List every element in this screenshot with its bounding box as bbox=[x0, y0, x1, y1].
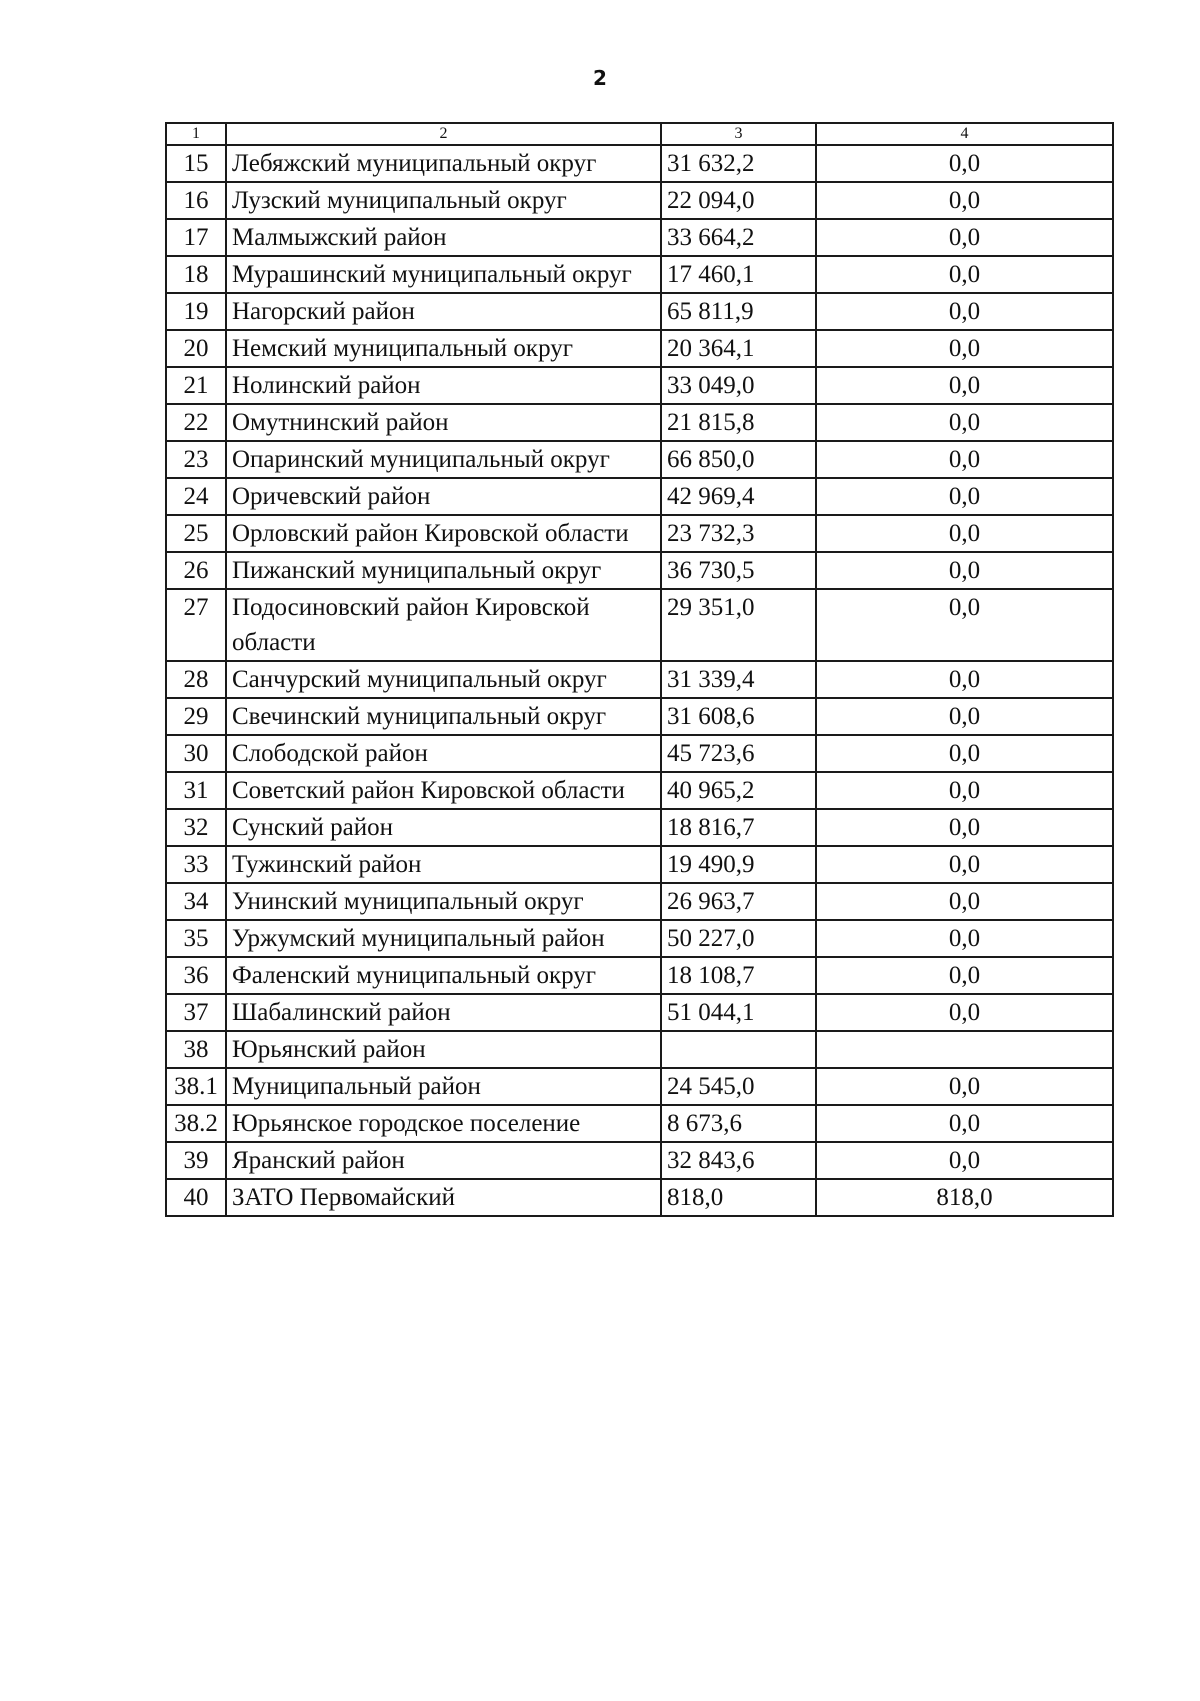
table-row bbox=[166, 1142, 1113, 1179]
column-header-1: 1 bbox=[166, 123, 226, 145]
budget-table bbox=[165, 122, 1114, 1217]
municipality-name-cell: Нолинский район bbox=[226, 367, 661, 404]
column-header-2: 2 bbox=[226, 123, 661, 145]
municipality-name-cell: Сунский район bbox=[226, 809, 661, 846]
table-row bbox=[166, 589, 1113, 661]
column-4-value-cell: 0,0 bbox=[816, 1068, 1113, 1105]
column-3-value-cell: 66 850,0 bbox=[661, 441, 816, 478]
municipality-name-cell: Слободской район bbox=[226, 735, 661, 772]
column-3-value-cell: 8 673,6 bbox=[661, 1105, 816, 1142]
municipality-name-cell: Санчурский муниципальный округ bbox=[226, 661, 661, 698]
column-3-value-cell: 50 227,0 bbox=[661, 920, 816, 957]
column-4-value-cell: 0,0 bbox=[816, 515, 1113, 552]
column-4-value-cell: 0,0 bbox=[816, 883, 1113, 920]
row-number-cell: 30 bbox=[166, 735, 226, 772]
row-number-cell: 20 bbox=[166, 330, 226, 367]
row-number-cell: 16 bbox=[166, 182, 226, 219]
column-3-value-cell: 31 632,2 bbox=[661, 145, 816, 182]
row-number-cell: 27 bbox=[166, 589, 226, 661]
column-4-value-cell: 0,0 bbox=[816, 330, 1113, 367]
table-row bbox=[166, 735, 1113, 772]
column-3-value-cell: 19 490,9 bbox=[661, 846, 816, 883]
column-3-value-cell: 18 816,7 bbox=[661, 809, 816, 846]
column-4-value-cell: 0,0 bbox=[816, 1142, 1113, 1179]
column-3-value-cell: 32 843,6 bbox=[661, 1142, 816, 1179]
column-number-row bbox=[166, 123, 1113, 145]
table-row bbox=[166, 846, 1113, 883]
column-header-3: 3 bbox=[661, 123, 816, 145]
row-number-cell: 15 bbox=[166, 145, 226, 182]
column-4-value-cell: 0,0 bbox=[816, 367, 1113, 404]
column-3-value-cell: 17 460,1 bbox=[661, 256, 816, 293]
municipality-name-cell: Советский район Кировской области bbox=[226, 772, 661, 809]
municipality-name-cell: Орловский район Кировской области bbox=[226, 515, 661, 552]
table-row bbox=[166, 772, 1113, 809]
column-3-value-cell: 31 608,6 bbox=[661, 698, 816, 735]
municipality-name-cell: Оричевский район bbox=[226, 478, 661, 515]
column-3-value-cell: 31 339,4 bbox=[661, 661, 816, 698]
row-number-cell: 38 bbox=[166, 1031, 226, 1068]
municipality-name-cell: Подосиновский район Кировской области bbox=[226, 589, 661, 661]
column-4-value-cell: 0,0 bbox=[816, 772, 1113, 809]
column-header-4: 4 bbox=[816, 123, 1113, 145]
municipality-name-cell: Немский муниципальный округ bbox=[226, 330, 661, 367]
table-row bbox=[166, 182, 1113, 219]
municipality-name-cell: Нагорский район bbox=[226, 293, 661, 330]
municipality-name-cell: Тужинский район bbox=[226, 846, 661, 883]
column-3-value-cell: 65 811,9 bbox=[661, 293, 816, 330]
municipality-name-cell: Фаленский муниципальный округ bbox=[226, 957, 661, 994]
column-3-value-cell: 26 963,7 bbox=[661, 883, 816, 920]
column-4-value-cell: 0,0 bbox=[816, 404, 1113, 441]
table-row bbox=[166, 920, 1113, 957]
row-number-cell: 33 bbox=[166, 846, 226, 883]
column-4-value-cell: 0,0 bbox=[816, 589, 1113, 661]
table-row bbox=[166, 330, 1113, 367]
row-number-cell: 19 bbox=[166, 293, 226, 330]
table-row bbox=[166, 1179, 1113, 1216]
row-number-cell: 22 bbox=[166, 404, 226, 441]
row-number-cell: 36 bbox=[166, 957, 226, 994]
table-row bbox=[166, 957, 1113, 994]
row-number-cell: 38.2 bbox=[166, 1105, 226, 1142]
column-4-value-cell: 0,0 bbox=[816, 293, 1113, 330]
row-number-cell: 40 bbox=[166, 1179, 226, 1216]
table-row bbox=[166, 1031, 1113, 1068]
row-number-cell: 17 bbox=[166, 219, 226, 256]
column-3-value-cell: 22 094,0 bbox=[661, 182, 816, 219]
column-3-value-cell: 21 815,8 bbox=[661, 404, 816, 441]
table-row bbox=[166, 404, 1113, 441]
column-4-value-cell: 0,0 bbox=[816, 1105, 1113, 1142]
table-row bbox=[166, 661, 1113, 698]
municipality-name-cell: Унинский муниципальный округ bbox=[226, 883, 661, 920]
row-number-cell: 34 bbox=[166, 883, 226, 920]
table-row bbox=[166, 367, 1113, 404]
municipality-name-cell: Мурашинский муниципальный округ bbox=[226, 256, 661, 293]
table-row bbox=[166, 515, 1113, 552]
municipality-name-cell: Пижанский муниципальный округ bbox=[226, 552, 661, 589]
row-number-cell: 39 bbox=[166, 1142, 226, 1179]
column-4-value-cell: 0,0 bbox=[816, 698, 1113, 735]
table-row bbox=[166, 145, 1113, 182]
column-4-value-cell: 0,0 bbox=[816, 920, 1113, 957]
column-4-value-cell: 818,0 bbox=[816, 1179, 1113, 1216]
column-3-value-cell: 23 732,3 bbox=[661, 515, 816, 552]
row-number-cell: 24 bbox=[166, 478, 226, 515]
column-4-value-cell: 0,0 bbox=[816, 182, 1113, 219]
column-4-value-cell: 0,0 bbox=[816, 256, 1113, 293]
column-4-value-cell: 0,0 bbox=[816, 552, 1113, 589]
municipality-name-cell: Омутнинский район bbox=[226, 404, 661, 441]
column-4-value-cell: 0,0 bbox=[816, 661, 1113, 698]
table-row bbox=[166, 441, 1113, 478]
column-3-value-cell: 51 044,1 bbox=[661, 994, 816, 1031]
table-row bbox=[166, 698, 1113, 735]
municipality-name-cell: Лузский муниципальный округ bbox=[226, 182, 661, 219]
table-row bbox=[166, 1068, 1113, 1105]
column-4-value-cell: 0,0 bbox=[816, 145, 1113, 182]
column-3-value-cell: 20 364,1 bbox=[661, 330, 816, 367]
municipality-name-cell: Юрьянское городское поселение bbox=[226, 1105, 661, 1142]
column-4-value-cell: 0,0 bbox=[816, 735, 1113, 772]
column-4-value-cell: 0,0 bbox=[816, 478, 1113, 515]
table-body bbox=[166, 145, 1113, 1216]
municipality-name-cell: Шабалинский район bbox=[226, 994, 661, 1031]
row-number-cell: 25 bbox=[166, 515, 226, 552]
column-3-value-cell: 29 351,0 bbox=[661, 589, 816, 661]
column-4-value-cell: 0,0 bbox=[816, 957, 1113, 994]
municipality-name-cell: Яранский район bbox=[226, 1142, 661, 1179]
table-row bbox=[166, 293, 1113, 330]
column-4-value-cell: 0,0 bbox=[816, 441, 1113, 478]
column-4-value-cell: 0,0 bbox=[816, 994, 1113, 1031]
column-3-value-cell: 42 969,4 bbox=[661, 478, 816, 515]
table-row bbox=[166, 219, 1113, 256]
column-3-value-cell bbox=[661, 1031, 816, 1068]
column-4-value-cell: 0,0 bbox=[816, 809, 1113, 846]
table-row bbox=[166, 809, 1113, 846]
table-row bbox=[166, 256, 1113, 293]
municipality-name-cell: Опаринский муниципальный округ bbox=[226, 441, 661, 478]
column-4-value-cell bbox=[816, 1031, 1113, 1068]
table-row bbox=[166, 994, 1113, 1031]
municipality-name-cell: Юрьянский район bbox=[226, 1031, 661, 1068]
column-3-value-cell: 33 664,2 bbox=[661, 219, 816, 256]
column-4-value-cell: 0,0 bbox=[816, 219, 1113, 256]
table-row bbox=[166, 478, 1113, 515]
table-row bbox=[166, 552, 1113, 589]
row-number-cell: 31 bbox=[166, 772, 226, 809]
row-number-cell: 23 bbox=[166, 441, 226, 478]
row-number-cell: 37 bbox=[166, 994, 226, 1031]
column-3-value-cell: 24 545,0 bbox=[661, 1068, 816, 1105]
column-3-value-cell: 18 108,7 bbox=[661, 957, 816, 994]
municipality-name-cell: Муниципальный район bbox=[226, 1068, 661, 1105]
row-number-cell: 28 bbox=[166, 661, 226, 698]
municipality-name-cell: Свечинский муниципальный округ bbox=[226, 698, 661, 735]
table-row bbox=[166, 883, 1113, 920]
page-number: 2 bbox=[593, 66, 607, 90]
row-number-cell: 32 bbox=[166, 809, 226, 846]
row-number-cell: 38.1 bbox=[166, 1068, 226, 1105]
column-3-value-cell: 45 723,6 bbox=[661, 735, 816, 772]
row-number-cell: 26 bbox=[166, 552, 226, 589]
municipality-name-cell: Малмыжский район bbox=[226, 219, 661, 256]
table-row bbox=[166, 1105, 1113, 1142]
row-number-cell: 21 bbox=[166, 367, 226, 404]
municipality-name-cell: Уржумский муниципальный район bbox=[226, 920, 661, 957]
column-3-value-cell: 40 965,2 bbox=[661, 772, 816, 809]
row-number-cell: 18 bbox=[166, 256, 226, 293]
column-3-value-cell: 36 730,5 bbox=[661, 552, 816, 589]
municipality-name-cell: ЗАТО Первомайский bbox=[226, 1179, 661, 1216]
column-4-value-cell: 0,0 bbox=[816, 846, 1113, 883]
municipality-name-cell: Лебяжский муниципальный округ bbox=[226, 145, 661, 182]
column-3-value-cell: 818,0 bbox=[661, 1179, 816, 1216]
row-number-cell: 35 bbox=[166, 920, 226, 957]
column-3-value-cell: 33 049,0 bbox=[661, 367, 816, 404]
row-number-cell: 29 bbox=[166, 698, 226, 735]
